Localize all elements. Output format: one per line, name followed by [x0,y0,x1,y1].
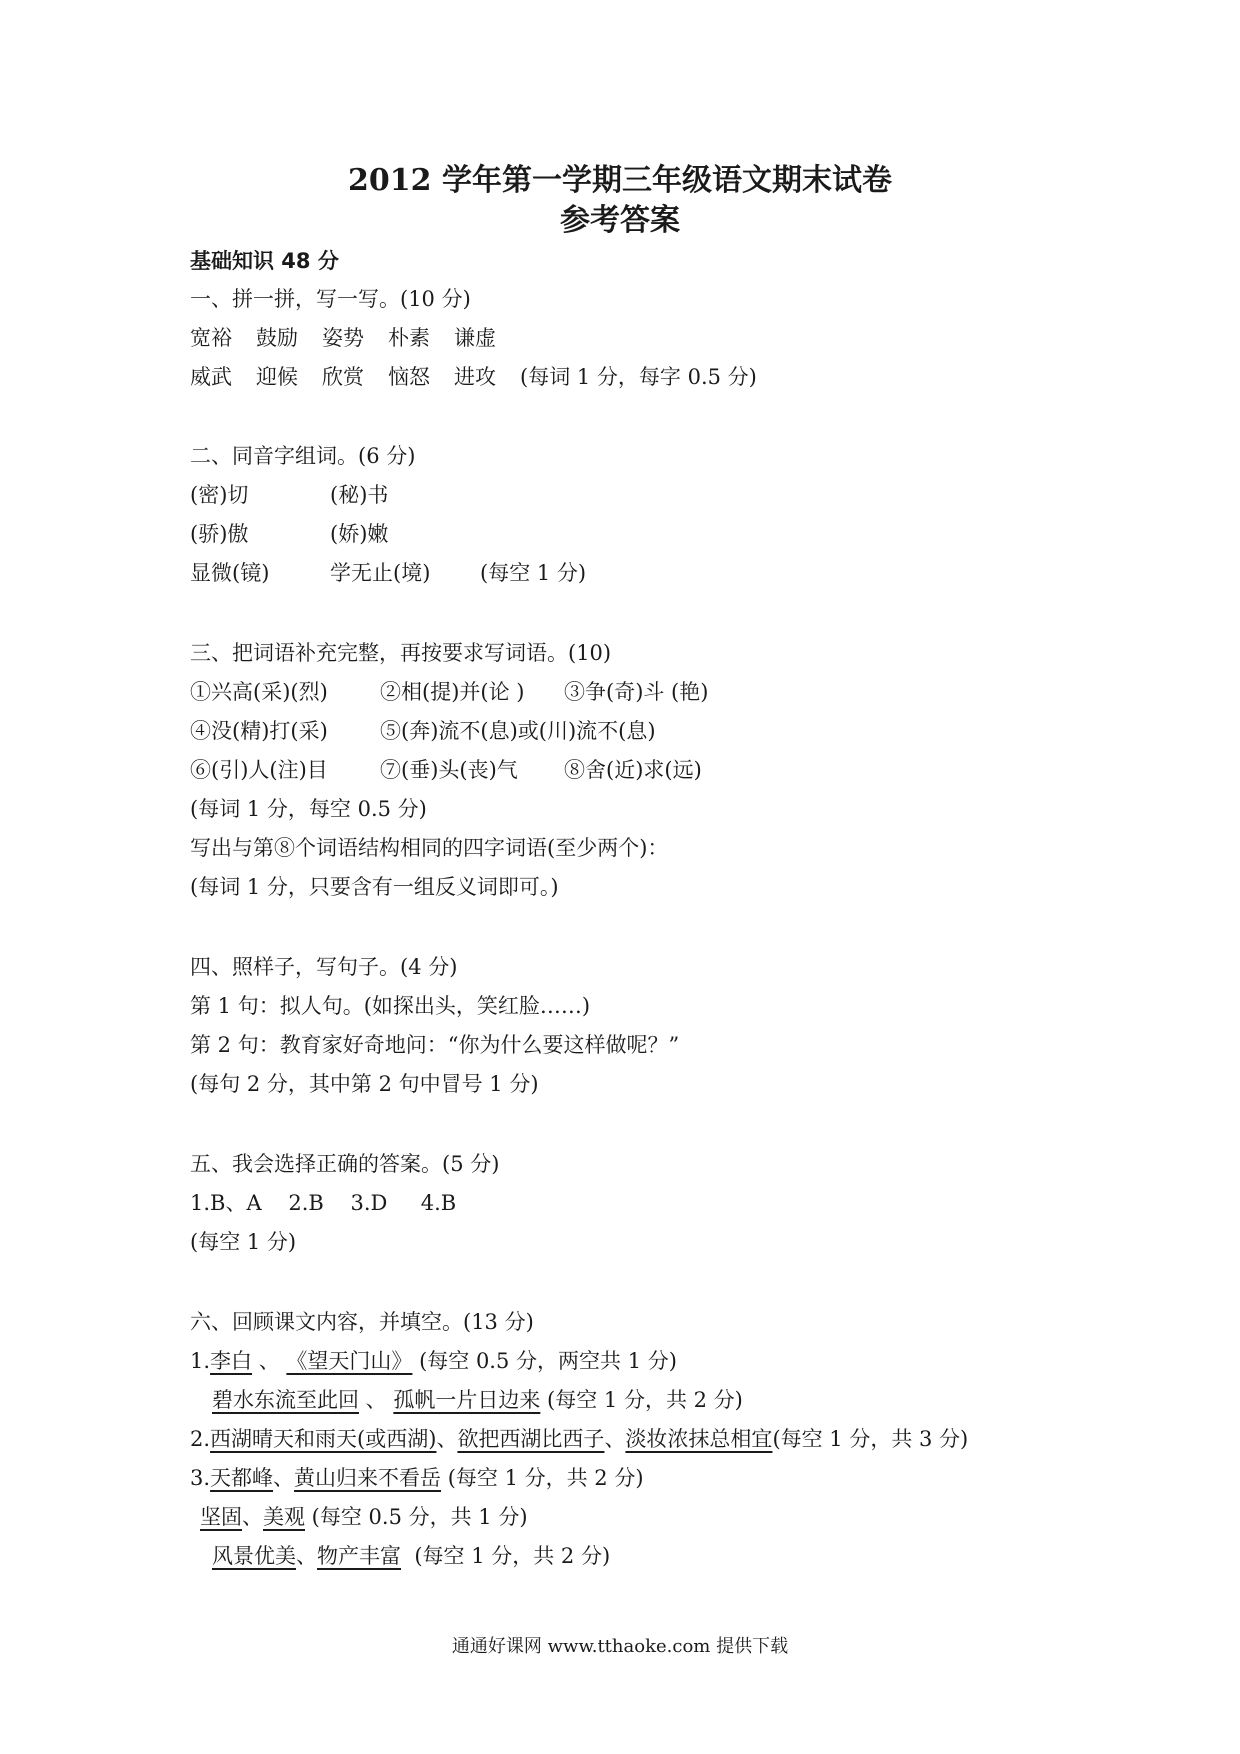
q6-line-3 [190,1423,968,1453]
item-number: 1. [190,1349,211,1373]
answer-word: ③争(奇)斗 (艳) [564,680,709,704]
answer-blank: 淡妆浓抹总相宜 [625,1427,773,1451]
answer-blank: 物产丰富 [317,1544,401,1568]
score-note: (每空 1 分，共 3 分) [772,1427,969,1451]
answer-word: 学无止(境) [330,561,431,585]
q2-row3 [190,557,586,587]
q6-line-1 [190,1345,677,1375]
page-title: 2012 学年第一学期三年级语文期末试卷 [348,163,892,198]
answer-word: 欣赏 [322,365,364,389]
answer-word: ⑤(奔)流不(息)或(川)流不(息) [380,719,656,743]
q3-instruction: 写出与第⑧个词语结构相同的四字词语(至少两个)： [190,836,669,860]
q3-row3 [190,754,702,784]
q5-heading: 五、我会选择正确的答案。(5 分) [190,1152,500,1176]
answer-word: 显微(镜) [190,561,270,585]
answer-word: 进攻 [454,365,496,389]
separator: 、 [296,1544,317,1568]
answer-word: ⑧舍(近)求(远) [564,758,702,782]
answer-word: (秘)书 [330,483,389,507]
q2-heading: 二、同音字组词。(6 分) [190,444,416,468]
answer-blank: 《望天门山》 [286,1349,413,1373]
answer-blank: 美观 [263,1505,305,1529]
separator: 、 [252,1349,287,1373]
score-note: (每空 0.5 分，共 1 分) [305,1505,528,1529]
score-note: (每句 2 分，其中第 2 句中冒号 1 分) [190,1072,539,1096]
item-number: 2. [190,1427,211,1451]
answer-blank: 李白 [210,1349,253,1373]
answer-word: ④没(精)打(采) [190,719,328,743]
q6-heading: 六、回顾课文内容，并填空。(13 分) [190,1310,534,1334]
score-note: (每空 1 分，共 2 分) [401,1544,611,1568]
page-subtitle: 参考答案 [560,203,680,238]
q2-row1 [190,479,388,509]
answer-blank: 西湖晴天和雨天(或西湖) [210,1427,437,1451]
q6-line-5 [200,1501,528,1531]
score-note: (每空 1 分) [480,561,587,585]
answer-blank: 风景优美 [212,1544,296,1568]
answer-word: 恼怒 [388,365,430,389]
answer-blank: 天都峰 [210,1466,274,1490]
answer-word: (密)切 [190,483,249,507]
section-heading: 基础知识 48 分 [190,249,339,273]
answer-word: (骄)傲 [190,522,249,546]
answer-word: ②相(提)并(论 ) [380,680,525,704]
q3-heading: 三、把词语补充完整，再按要求写词语。(10) [190,641,612,665]
answer-word: ⑦(垂)头(丧)气 [380,758,518,782]
answer-word: ⑥(引)人(注)目 [190,758,328,782]
separator: 、 [604,1427,626,1451]
answer-word: 朴素 [388,326,430,350]
answer-blank: 碧水东流至此回 [212,1388,359,1412]
score-note: (每空 1 分) [190,1230,297,1254]
page-footer: 通通好课网 www.tthaoke.com 提供下载 [451,1636,789,1657]
answer-word: 威武 [190,365,232,389]
q6-line-4 [190,1462,644,1492]
q4-heading: 四、照样子，写句子。(4 分) [190,955,458,979]
score-note: (每空 0.5 分，两空共 1 分) [412,1349,677,1373]
answer-word: ①兴高(采)(烈) [190,680,328,704]
score-note: (每词 1 分，每字 0.5 分) [520,365,757,389]
q6-line-6 [212,1540,610,1570]
answer-word: (娇)嫩 [330,522,389,546]
answer-word: 迎候 [256,365,298,389]
q3-row2 [190,715,656,745]
q6-line-2 [212,1384,743,1414]
q5-answers: 1.B、A 2.B 3.D 4.B [190,1191,457,1215]
q1-row2 [190,361,757,391]
separator: 、 [242,1505,263,1529]
q1-heading: 一、拼一拼，写一写。(10 分) [190,287,471,311]
q3-row1 [190,676,708,706]
q4-sentence-2: 第 2 句：教育家好奇地问：“你为什么要这样做呢？” [190,1033,680,1057]
separator: 、 [273,1466,295,1490]
separator: 、 [359,1388,394,1412]
item-number: 3. [190,1466,211,1490]
q1-row1 [190,322,496,352]
separator: 、 [436,1427,458,1451]
answer-word: 姿势 [322,326,364,350]
answer-word: 鼓励 [256,326,298,350]
score-note: (每空 1 分，共 2 分) [540,1388,743,1412]
score-note: (每词 1 分，每空 0.5 分) [190,797,427,821]
answer-blank: 孤帆一片日边来 [393,1388,541,1412]
answer-blank: 坚固 [200,1505,242,1529]
q4-sentence-1: 第 1 句：拟人句。(如探出头，笑红脸……) [190,994,591,1018]
score-note: (每词 1 分，只要含有一组反义词即可。) [190,875,559,899]
answer-word: 谦虚 [454,326,496,350]
q2-row2 [190,518,388,548]
answer-word: 宽裕 [190,326,232,350]
answer-blank: 欲把西湖比西子 [457,1427,605,1451]
answer-blank: 黄山归来不看岳 [294,1466,442,1490]
score-note: (每空 1 分，共 2 分) [441,1466,644,1490]
